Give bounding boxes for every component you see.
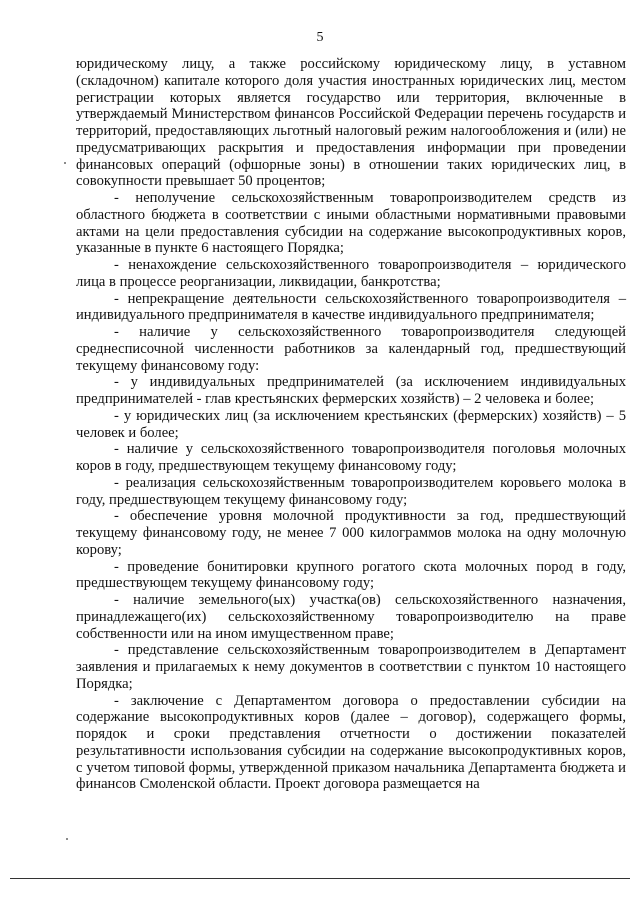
paragraph: - обеспечение уровня молочной продуктивности за год, предшествующий текущему финансовому году, не менее 7 000 килограммов молока на одну молочную корову; xyxy=(76,508,626,558)
paragraph: - ненахождение сельскохозяйственного товаропроизводителя – юридического лица в процессе реорганизации, ликвидации, банкротства; xyxy=(76,257,626,290)
scan-speck xyxy=(66,838,68,840)
paragraph: - неполучение сельскохозяйственным товаропроизводителем средств из областного бюджета в соответствии с иными областными нормативными правовыми актами на цели предоставления субсидии на содержание высокопродуктивных коров, указанные в пункте 6 настоящего Порядка; xyxy=(76,190,626,257)
paragraph: - проведение бонитировки крупного рогатого скота молочных пород в году, предшествующем текущему финансовому году; xyxy=(76,558,626,592)
paragraph: - представление сельскохозяйственным товаропроизводителем в Департамент заявления и прилагаемых к нему документов в соответствии с пунктом 10 настоящего Порядка; xyxy=(76,642,626,692)
paragraph: - реализация сельскохозяйственным товаропроизводителем коровьего молока в году, предшествующем текущему финансовому году; xyxy=(76,474,626,508)
bottom-rule xyxy=(10,878,630,879)
scan-speck xyxy=(64,162,66,164)
paragraph: - у индивидуальных предпринимателей (за исключением индивидуальных предпринимателей - глав крестьянских фермерских хозяйств) – 2 человека и более; xyxy=(76,374,626,407)
paragraph: - наличие у сельскохозяйственного товаропроизводителя поголовья молочных коров в году, предшествующем текущему финансовому году; xyxy=(76,441,626,474)
paragraph: - заключение с Департаментом договора о предоставлении субсидии на содержание высокопродуктивных коров (далее – договор), содержащего формы, порядок и сроки представления отчетности о достижении показателей результативности использования субсидии на содержание высокопродуктивных коров, с учетом типовой формы, утвержденной приказом начальника Департамента бюджета и финансов Смоленской области. Проект договора размещается на xyxy=(76,692,626,793)
paragraph: - наличие земельного(ых) участка(ов) сельскохозяйственного назначения, принадлежащего(их) сельскохозяйственному товаропроизводителю на праве собственности или на ином имущественном праве; xyxy=(76,592,626,642)
document-body xyxy=(76,56,626,793)
page-number: 5 xyxy=(316,30,324,45)
paragraph: - у юридических лиц (за исключением крестьянских (фермерских) хозяйств) – 5 человек и более; xyxy=(76,407,626,441)
paragraph: - наличие у сельскохозяйственного товаропроизводителя следующей среднесписочной численности работников за календарный год, предшествующий текущему финансовому году: xyxy=(76,324,626,374)
paragraph: юридическому лицу, а также российскому юридическому лицу, в уставном (складочном) капитале которого доля участия иностранных юридических лиц, местом регистрации которых является государство или территория, включенные в утверждаемый Министерством финансов Российской Федерации перечень государств и территорий, предоставляющих льготный налоговый режим налогообложения и (или) не предусматривающих раскрытия и предоставления информации при проведении финансовых операций (офшорные зоны) в отношении таких юридических лиц, в совокупности превышает 50 процентов; xyxy=(76,56,626,190)
paragraph: - непрекращение деятельности сельскохозяйственного товаропроизводителя – индивидуального предпринимателя в качестве индивидуального предпринимателя; xyxy=(76,290,626,324)
